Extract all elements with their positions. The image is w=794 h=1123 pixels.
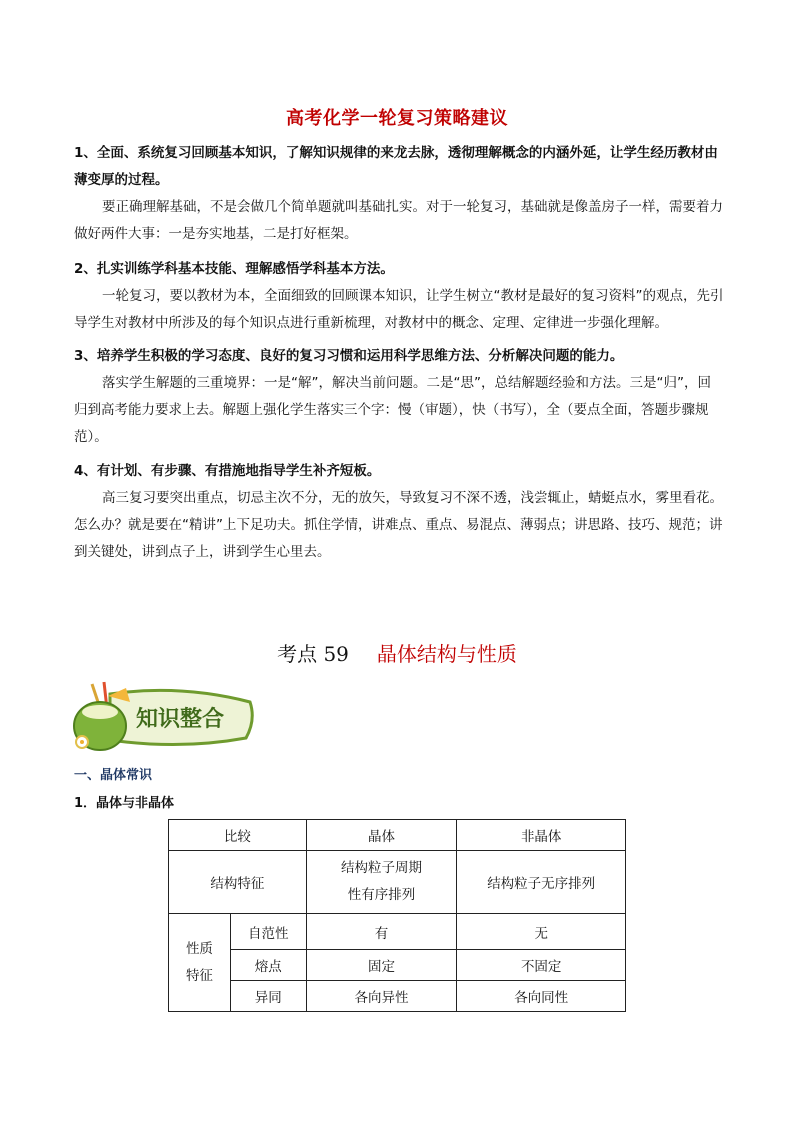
strategy-item-4 xyxy=(74,458,724,566)
table-cell-line: 性质 xyxy=(185,940,213,957)
table-cell: 各向同性 xyxy=(457,981,626,1012)
strategy-item-3 xyxy=(74,343,724,451)
comparison-table xyxy=(168,819,626,1012)
section-number: 考点 59 xyxy=(277,642,349,666)
table-row xyxy=(169,950,626,981)
table-cell-line: 性有序排列 xyxy=(347,887,416,903)
table-row xyxy=(169,981,626,1012)
table-cell: 有 xyxy=(306,914,457,950)
table-header-row xyxy=(169,820,626,851)
strategy-body: 高三复习要突出重点，切忌主次不分，无的放矢，导致复习不深不透，浅尝辄止，蜻蜓点水，雾里看花。怎么办？就是要在“精讲”上下足功夫。抓住学情，讲难点、重点、易混点、薄弱点；讲思路、技巧、规范；讲到关键处，讲到点子上，讲到学生心里去。 xyxy=(74,490,723,560)
table-cell xyxy=(306,851,457,914)
page-title: 高考化学一轮复习策略建议 xyxy=(286,108,508,129)
table-cell: 无 xyxy=(457,914,626,950)
table-cell-line: 特征 xyxy=(185,967,213,984)
table-cell: 结构特征 xyxy=(169,851,307,914)
table-row xyxy=(169,851,626,914)
section-title xyxy=(0,638,794,667)
strategy-heading: 4、有计划、有步骤、有措施地指导学生补齐短板。 xyxy=(74,463,381,479)
table-cell: 结构粒子无序排列 xyxy=(457,851,626,914)
table-cell: 不固定 xyxy=(457,950,626,981)
strategy-body: 落实学生解题的三重境界：一是“解”，解决当前问题。二是“思”，总结解题经验和方法。三是“归”，回归到高考能力要求上去。解题上强化学生落实三个字：慢（审题），快（书写），全（要点全面，答题步骤规范）。 xyxy=(74,375,711,445)
table-header-cell: 非晶体 xyxy=(457,820,626,851)
strategy-body: 要正确理解基础，不是会做几个简单题就叫基础扎实。对于一轮复习，基础就是像盖房子一样，需要着力做好两件大事：一是夯实地基，二是打好框架。 xyxy=(74,199,723,242)
subheading-crystal-basics: 一、晶体常识 xyxy=(74,768,153,783)
table-cell-line: 结构粒子周期 xyxy=(341,860,423,876)
section-name: 晶体结构与性质 xyxy=(376,642,517,666)
badge-label: 知识整合 xyxy=(135,706,225,732)
strategy-heading: 1、全面、系统复习回顾基本知识，了解知识规律的来龙去脉，透彻理解概念的内涵外延，让学生经历教材由薄变厚的过程。 xyxy=(74,145,718,188)
strategy-item-1 xyxy=(74,140,724,248)
table-cell: 各向异性 xyxy=(306,981,457,1012)
table-cell: 熔点 xyxy=(230,950,306,981)
table-header-cell: 比较 xyxy=(169,820,307,851)
strategy-heading: 3、培养学生积极的学习态度、良好的复习习惯和运用科学思维方法、分析解决问题的能力。 xyxy=(74,348,624,364)
strategy-heading: 2、扎实训练学科基本技能、理解感悟学科基本方法。 xyxy=(74,261,394,277)
subheading-crystal-vs-amorphous: 1．晶体与非晶体 xyxy=(74,796,175,811)
table-row xyxy=(169,914,626,950)
table-cell: 固定 xyxy=(306,950,457,981)
table-cell xyxy=(169,914,231,1012)
table-cell: 异同 xyxy=(230,981,306,1012)
strategy-item-2 xyxy=(74,256,724,337)
table-header-cell: 晶体 xyxy=(306,820,457,851)
knowledge-badge xyxy=(70,680,256,752)
table-cell: 自范性 xyxy=(230,914,306,950)
strategy-body: 一轮复习，要以教材为本，全面细致的回顾课本知识，让学生树立“教材是最好的复习资料”的观点，先引导学生对教材中所涉及的每个知识点进行重新梳理，对教材中的概念、定理、定律进一步强化理解。 xyxy=(74,288,724,331)
